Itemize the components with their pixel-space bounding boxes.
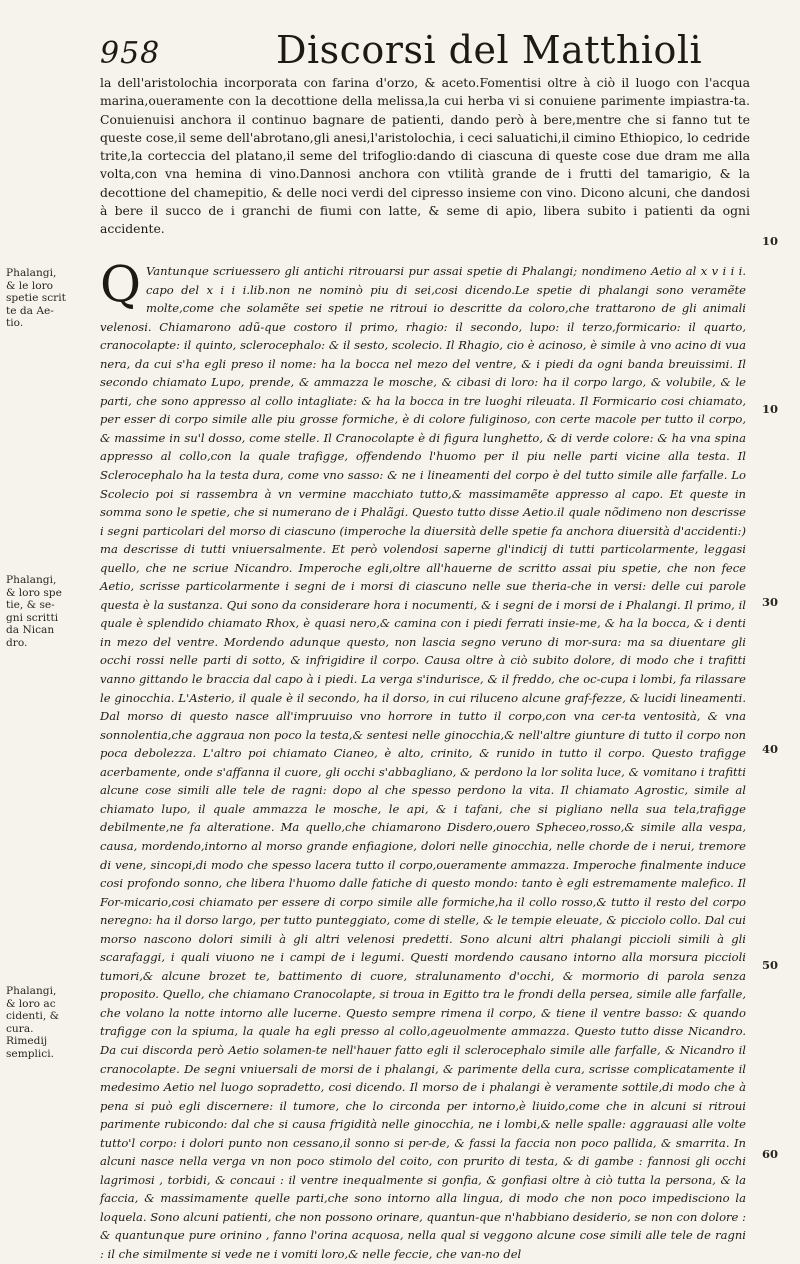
line-number: 10 [761, 402, 778, 416]
drop-cap: Q [100, 255, 141, 313]
side-note-nicandro [6, 574, 96, 650]
side-note-line: Rimedij [6, 1035, 48, 1048]
main-paragraph: Vantunque scriuessero gli antichi ritrouarsi pur assai spetie di Phalangi; nondimeno Aetio al x v i i i. capo del x i i i.lib.non ne nominò piu di sei,cosi dicendo.Le spetie di phalangi sono veramẽte molte,come che solamẽte sei spetie ne ritroui io descritte da coloro,che trattarono de gli animali velenosi. Chiamarono adũ-que costoro il primo, rhagio: il secondo, lupo: il terzo,formicario: il quarto, cranocolapte: il quinto, sclerocephalo: & il sesto, scolecio. Il Rhagio, cio è acinoso, è simile à vno acino di vua nera, da cui s'ha egli preso il nome: ha la bocca nel mezo del ventre, & i piedi da ogni banda breuissimi. Il secondo chiamato Lupo, prende, & ammazza le mosche, & cibasi di loro: ha il corpo largo, & volubile, & le parti, che sono appresso al collo intagliate: & ha la bocca in tre luoghi rileuata. Il Formicario cosi chiamato, per esser di corpo simile alle piu grosse formiche, è di colore fuliginoso, con certe macole per tutto il corpo, & massime in su'l dosso, come stelle. Il Cranocolapte è di figura lunghetto, & di verde colore: & ha vna spina appresso al collo,con la quale trafigge, offendendo l'huomo per il piu nelle parti vicine alla testa. Il Sclerocephalo ha la testa dura, come vno sasso: & ne i lineamenti del corpo è del tutto simile alle farfalle. Lo Scolecio poi si rassembra à vn vermine macchiato tutto,& massimamẽte appresso al capo. Et queste in somma sono le spetie, che si numerano de i Phalãgi. Questo tutto disse Aetio.il quale nõdimeno non descrisse i segni particolari del morso di ciascuno (imperoche la diuersità delle spetie fa anchora diuersità d'accidenti:) ma descrisse di tutti vniuersalmente. Et però volendosi saperne gl'indicij di tutti particolarmente, leggasi quello, che ne scriue Nicandro. Imperoche egli,oltre all'hauerne de scritto assai piu spetie, che non fece Aetio, scrisse particolarmente i segni de i morsi di ciascuno nelle sue theria-che in versi: delle cui parole questa è la sustanza. Qui sono da considerare hora i nocumenti, & i segni de i morsi de i Phalangi. Il primo, il quale è splendido chiamato Rhox, è quasi nero,& camina con i piedi ferrati insie-me, & ha la bocca, & i denti in mezo del ventre. Mordendo adunque questo, non lascia segno veruno di mor-sura: ma sa diuentare gli occhi rossi nelle parti di sotto, & infrigidire il corpo. Causa oltre à ciò subito dolore, di modo che i trafitti vanno gittando le braccia dal capo à i piedi. La verga s'indurisce, & il freddo, che oc-cupa i lombi, fa rilassare le ginocchia. L'Asterio, il quale è il secondo, ha il dorso, in cui riluceno alcune graf-fezze, & lucidi lineamenti. Dal morso di questo nasce all'impruuiso vno horrore in tutto il corpo,con vna cer-ta ventosità, & vna sonnolentia,che aggraua non poco la testa,& sentesi nelle ginocchia,& nell'altre giunture di tutto il corpo non poca debolezza. L'altro poi chiamato Cianeo, è alto, crinito, & runido in tutto il corpo. Questo trafigge acerbamente, onde s'affanna il cuore, gli occhi s'abbagliano, & perdono la lor solita luce, & vomitano i trafitti alcune cose simili alle tele de ragni: dopo al che spesso perdono la vita. Il chiamato Agrostic, simile al chiamato lupo, il quale ammazza le mosche, le api, & i tafani, che si pigliano nella sua tela,trafigge debilmente,ne fa alteratione. Ma quello,che chiamarono Disdero,ouero Spheceo,rosso,& simile alla vespa, causa, mordendo,intorno al morso grande enfiagione, dolori nelle ginocchia, nelle chorde de i nerui, tremore di vene, sincopi,di modo che spesso lacera tutto il corpo,oueramente ammazza. Imperoche finalmente induce cosi profondo sonno, che libera l'huomo dalle fatiche di questo mondo: tanto è egli estremamente malefico. Il For-micario,cosi chiamato per essere di corpo simile alle formiche,ha il collo rosso,& tutto il resto del corpo neregno: ha il dorso largo, per tutto punteggiato, come di stelle, & le tempie eleuate, & picciolo collo. Dal cui morso nascono dolori simili à gli altri velenosi predetti. Sono alcuni altri phalangi piccioli simili à gli scarafaggi, i quali viuono ne i campi de i legumi. Questi mordendo causano intorno alla morsura piccioli tumori,& alcune brozet te, battimento di cuore, stralunamento d'occhi, & mormorio di parola senza proposito. Quello, che chiamano Cranocolapte, si troua in Egitto tra le frondi della persea, simile alle farfalle, che volano la notte intorno alle lucerne. Questo sempre rimena il corpo, & tiene il ventre basso: & quando trafigge con la spiuma, la quale ha egli presso al collo,ageuolmente ammazza. Questo tutto disse Nicandro. Da cui discorda però Aetio solamen-te nell'hauer fatto egli il sclerocephalo simile alle farfalle, & Nicandro il cranocolapte. De segni vniuersali de morsi de i phalangi, & parimente della cura, scrisse complicatamente il medesimo Aetio nel luogo sopradetto, cosi dicendo. Il morso de i phalangi è veramente sottile,di modo che à pena si può egli discernere: il tumore, che lo circonda per intorno,è liuido,come che in alcuni si ritroui parimente rubicondo: dal che si causa frigidità nelle ginocchia, ne i lombi,& nelle spalle: aggrauasi alle volte tutto'l corpo: i dolori punto non cessano,il sonno si per-de, & fassi la faccia non poco pallida, & smarrita. In alcuni nasce nella verga vn non poco stimolo del coito, con prurito di testa, & di gambe : fannosi gli occhi lagrimosi , torbidi, & concaui : il ventre inequalmente si gonfia, & gonfiasi oltre à ciò tutta la persona, & la faccia, & massimamente quelle parti,che sono intorno alla lingua, di modo che non poco impedisciono la loquela. Sono alcuni patienti, che non possono orinare, quantun-que n'habbiano desiderio, se non con dolore : & quantunque pure orinino , fanno l'orina acquosa, nella qual si veggono alcune cose simili alle tele de ragni : il che similmente si vede ne i vomiti loro,& nelle feccie, che van-no del [100, 264, 746, 1261]
side-note-line: tie, & se- [6, 599, 55, 612]
side-note-line: Phalangi, [6, 574, 57, 586]
main-text-block [100, 255, 746, 1264]
line-number: 30 [761, 595, 778, 609]
intro-paragraph: la dell'aristolochia incorporata con farina d'orzo, & aceto.Fomentisi oltre à ciò il luogo con l'acqua marina,oueramente con la decottione della melissa,la cui herba vi si conuiene parimente impiastra-ta. Conuienuisi anchora il continuo bagnare de patienti, dando però à bere,mentre che si fanno tut te queste cose,il seme dell'abrotano,gli anesi,l'aristolochia, i ceci saluatichi,il cimino Ethiopico, lo cedride trite,la corteccia del platano,il seme del trifoglio:dando di ciascuna di queste cose due dram me alla volta,con vna hemina di vino.Dannosi anchora con vtilità grande de i frutti del tamarigio, & la decottione del chamepitio, & delle noci verdi del cipresso insieme con vino. Dicono alcuni, che dandosi à bere il succo de i granchi de fiumi con latte, & seme di apio, libera subito i patienti da ogni accidente. [100, 75, 750, 237]
line-number: 50 [761, 958, 778, 972]
side-note-line: & le loro [6, 279, 54, 292]
side-note-line: te da Ae- [6, 304, 54, 317]
page-number: 958 [100, 36, 161, 71]
side-note-line: dro. [6, 636, 28, 649]
side-note-line: cura. [6, 1022, 34, 1035]
side-note-line: Phalangi, [6, 267, 57, 279]
line-number: 60 [761, 1147, 778, 1161]
side-note-line: cidenti, & [6, 1010, 60, 1023]
side-note-line: semplici. [6, 1047, 54, 1060]
page-header [100, 28, 760, 80]
side-note-cura [6, 985, 96, 1061]
line-number: 40 [761, 742, 778, 756]
side-note-line: spetie scrit [6, 292, 66, 305]
line-number: 10 [761, 234, 778, 248]
running-title: Discorsi del Matthioli [276, 28, 703, 72]
side-note-line: & loro ac [6, 997, 56, 1010]
side-note-line: & loro spe [6, 586, 62, 599]
side-note-line: da Nican [6, 624, 55, 637]
side-note-line: tio. [6, 317, 24, 330]
side-note-spetie [6, 267, 96, 330]
side-note-line: Phalangi, [6, 985, 57, 997]
side-note-line: gni scritti [6, 611, 59, 624]
intro-paragraph-block [100, 74, 750, 239]
